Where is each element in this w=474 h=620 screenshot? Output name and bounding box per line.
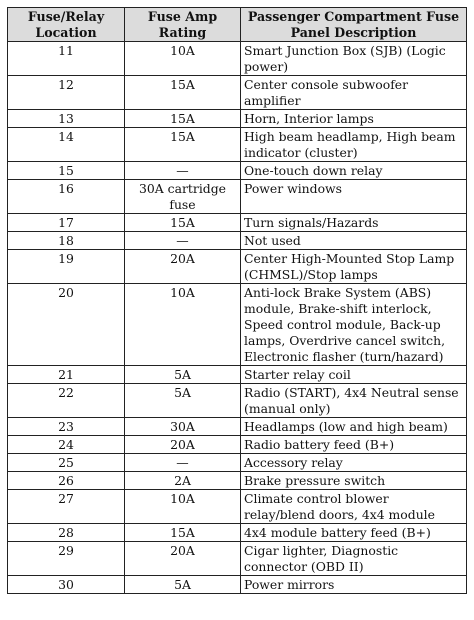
- fuse-description-cell: Horn, Interior lamps: [241, 110, 467, 128]
- fuse-rating-cell: 15A: [125, 128, 241, 162]
- fuse-rating-cell: —: [125, 454, 241, 472]
- fuse-description-cell: Power mirrors: [241, 576, 467, 594]
- fuse-location-cell: 25: [8, 454, 125, 472]
- fuse-description-cell: Power windows: [241, 180, 467, 214]
- fuse-rating-cell: 5A: [125, 384, 241, 418]
- table-row: [8, 454, 467, 472]
- fuse-location-cell: 14: [8, 128, 125, 162]
- fuse-rating-cell: 10A: [125, 490, 241, 524]
- table-row: [8, 128, 467, 162]
- fuse-rating-cell: 15A: [125, 214, 241, 232]
- table-row: [8, 472, 467, 490]
- fuse-description-cell: High beam headlamp, High beam indicator (cluster): [241, 128, 467, 162]
- fuse-rating-cell: 30A cartridge fuse: [125, 180, 241, 214]
- fuse-rating-cell: 15A: [125, 524, 241, 542]
- table-row: [8, 162, 467, 180]
- fuse-rating-cell: 2A: [125, 472, 241, 490]
- fuse-location-cell: 21: [8, 366, 125, 384]
- fuse-location-cell: 20: [8, 284, 125, 366]
- table-row: [8, 180, 467, 214]
- fuse-description-cell: Radio battery feed (B+): [241, 436, 467, 454]
- table-row: [8, 576, 467, 594]
- fuse-rating-cell: 20A: [125, 542, 241, 576]
- table-row: [8, 284, 467, 366]
- table-row: [8, 524, 467, 542]
- fuse-description-cell: Accessory relay: [241, 454, 467, 472]
- fuse-location-cell: 18: [8, 232, 125, 250]
- fuse-location-cell: 17: [8, 214, 125, 232]
- fuse-rating-cell: 15A: [125, 76, 241, 110]
- fuse-location-cell: 27: [8, 490, 125, 524]
- fuse-description-cell: Turn signals/Hazards: [241, 214, 467, 232]
- header-rating: Fuse Amp Rating: [125, 8, 241, 42]
- fuse-description-cell: Climate control blower relay/blend doors, 4x4 module: [241, 490, 467, 524]
- fuse-rating-cell: 10A: [125, 42, 241, 76]
- fuse-location-cell: 26: [8, 472, 125, 490]
- header-description: Passenger Compartment Fuse Panel Description: [241, 8, 467, 42]
- fuse-description-cell: Not used: [241, 232, 467, 250]
- fuse-location-cell: 12: [8, 76, 125, 110]
- table-header: [8, 8, 467, 42]
- fuse-location-cell: 13: [8, 110, 125, 128]
- fuse-rating-cell: 20A: [125, 436, 241, 454]
- fuse-rating-cell: 5A: [125, 576, 241, 594]
- header-row: [8, 8, 467, 42]
- fuse-location-cell: 16: [8, 180, 125, 214]
- fuse-rating-cell: 30A: [125, 418, 241, 436]
- table-row: [8, 418, 467, 436]
- fuse-description-cell: Brake pressure switch: [241, 472, 467, 490]
- fuse-location-cell: 23: [8, 418, 125, 436]
- fuse-description-cell: Anti-lock Brake System (ABS) module, Brake-shift interlock, Speed control module, Back-up lamps, Overdrive cancel switch, Electronic flasher (turn/hazard): [241, 284, 467, 366]
- table-row: [8, 42, 467, 76]
- fuse-rating-cell: 20A: [125, 250, 241, 284]
- fuse-description-cell: One-touch down relay: [241, 162, 467, 180]
- fuse-location-cell: 11: [8, 42, 125, 76]
- table-row: [8, 250, 467, 284]
- table-row: [8, 542, 467, 576]
- table-row: [8, 366, 467, 384]
- fuse-description-cell: 4x4 module battery feed (B+): [241, 524, 467, 542]
- fuse-rating-cell: 10A: [125, 284, 241, 366]
- header-location: Fuse/Relay Location: [8, 8, 125, 42]
- table-row: [8, 76, 467, 110]
- table-row: [8, 110, 467, 128]
- fuse-location-cell: 15: [8, 162, 125, 180]
- fuse-description-cell: Center High-Mounted Stop Lamp (CHMSL)/Stop lamps: [241, 250, 467, 284]
- fuse-location-cell: 30: [8, 576, 125, 594]
- fuse-rating-cell: 15A: [125, 110, 241, 128]
- table-row: [8, 384, 467, 418]
- fuse-description-cell: Radio (START), 4x4 Neutral sense (manual only): [241, 384, 467, 418]
- table-row: [8, 214, 467, 232]
- fuse-panel-table: [7, 7, 467, 594]
- fuse-location-cell: 29: [8, 542, 125, 576]
- fuse-rating-cell: —: [125, 232, 241, 250]
- fuse-description-cell: Center console subwoofer amplifier: [241, 76, 467, 110]
- fuse-rating-cell: 5A: [125, 366, 241, 384]
- fuse-description-cell: Cigar lighter, Diagnostic connector (OBD II): [241, 542, 467, 576]
- fuse-location-cell: 28: [8, 524, 125, 542]
- fuse-description-cell: Starter relay coil: [241, 366, 467, 384]
- table-body: [8, 42, 467, 594]
- fuse-location-cell: 24: [8, 436, 125, 454]
- fuse-description-cell: Smart Junction Box (SJB) (Logic power): [241, 42, 467, 76]
- fuse-description-cell: Headlamps (low and high beam): [241, 418, 467, 436]
- fuse-rating-cell: —: [125, 162, 241, 180]
- fuse-location-cell: 19: [8, 250, 125, 284]
- table-row: [8, 490, 467, 524]
- table-row: [8, 232, 467, 250]
- fuse-location-cell: 22: [8, 384, 125, 418]
- table-row: [8, 436, 467, 454]
